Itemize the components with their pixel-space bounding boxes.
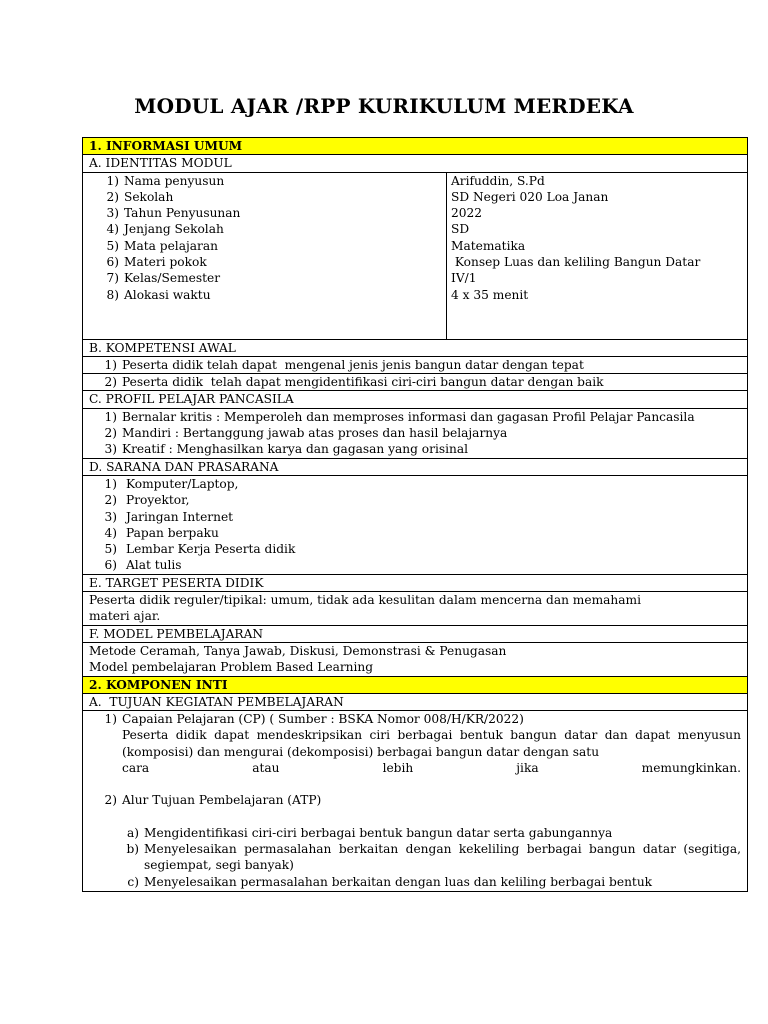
identitas-row: 4) Jenjang Sekolah: [106, 222, 224, 237]
list-item: 3) Kreatif : Menghasilkan karya dan gagasan yang orisinal: [104, 442, 469, 457]
list-item: c) Menyelesaikan permasalahan berkaitan dengan luas dan keliling berbagai bentuk: [127, 874, 653, 889]
identitas-row: 7) Kelas/Semester: [106, 271, 221, 286]
list-item: 1) Komputer/Laptop,: [104, 476, 239, 491]
target-text: materi ajar.: [89, 609, 161, 624]
target-text: Peserta didik reguler/tipikal: umum, tidak ada kesulitan dalam mencerna dan memahami: [89, 593, 641, 608]
atp-list: [95, 825, 741, 890]
list-item: 3) Jaringan Internet: [104, 509, 234, 524]
atp-item: 2) Alur Tujuan Pembelajaran (ATP): [95, 792, 741, 808]
list-item: 1) Peserta didik telah dapat mengenal jenis jenis bangun datar dengan tepat: [104, 357, 584, 372]
identitas-row: 3) Tahun Penyusunan: [106, 206, 241, 221]
rpp-table: [82, 137, 748, 892]
list-item: a) Mengidentifikasi ciri-ciri berbagai bentuk bangun datar serta gabungannya: [126, 825, 613, 840]
list-item: 5) Lembar Kerja Peserta didik: [104, 542, 296, 557]
atp-title: Alur Tujuan Pembelajaran (ATP): [122, 793, 322, 808]
profil-heading: C. PROFIL PELAJAR PANCASILA: [82, 390, 748, 407]
kompetensi-heading: B. KOMPETENSI AWAL: [82, 339, 748, 356]
list-item: 2) Proyektor,: [104, 493, 190, 508]
identitas-value: Matematika: [451, 238, 526, 253]
cp-item: 1) Capaian Pelajaran (CP) ( Sumber : BSKA Nomor 008/H/KR/2022) Peserta didik dapat mendeskripsikan ciri berbagai bentuk bangun datar dan dapat menyusun (komposisi) dan mengurai (dekomposisi) berbagai bangun datar dengan satu cara atau lebih jika memungkinkan.: [104, 712, 741, 776]
identitas-values: [447, 173, 747, 339]
list-item: 2) Mandiri : Bertanggung jawab atas proses dan hasil belajarnya: [104, 426, 508, 441]
identitas-heading: A. IDENTITAS MODUL: [82, 154, 748, 171]
cp-text: Peserta didik dapat mendeskripsikan ciri berbagai bentuk bangun datar dan dapat menyusun (komposisi) dan mengurai (dekomposisi) berbagai bangun datar dengan satu: [122, 728, 741, 759]
identitas-value: Konsep Luas dan keliling Bangun Datar: [451, 255, 701, 270]
identitas-row: 2) Sekolah: [106, 189, 174, 204]
identitas-row: 5) Mata pelajaran: [106, 238, 218, 253]
list-item: b) Menyelesaikan permasalahan berkaitan dengan kekeliling berbagai bangun datar (segitiga, segiempat, segi banyak): [126, 841, 741, 873]
cp-title: Capaian Pelajaran (CP) ( Sumber : BSKA Nomor 008/H/KR/2022): [122, 712, 524, 727]
identitas-value: 4 x 35 menit: [451, 287, 529, 302]
kompetensi-list: [82, 373, 748, 390]
kompetensi-list: [82, 356, 748, 373]
section-2-heading: 2. KOMPONEN INTI: [82, 676, 748, 693]
identitas-table: [82, 172, 748, 339]
identitas-value: SD Negeri 020 Loa Janan: [451, 189, 609, 204]
cp-text-last: cara atau lebih jika memungkinkan.: [122, 761, 741, 776]
profil-list: [82, 408, 748, 458]
list-item: 6) Alat tulis: [104, 558, 182, 573]
target-body: [82, 591, 748, 625]
identitas-value: 2022: [451, 206, 483, 221]
identitas-row: 1) Nama penyusun: [106, 173, 225, 188]
identitas-value: Arifuddin, S.Pd: [451, 173, 545, 188]
document-title: MODUL AJAR /RPP KURIKULUM MERDEKA: [134, 94, 634, 118]
tujuan-heading: A. TUJUAN KEGIATAN PEMBELAJARAN: [82, 693, 748, 710]
tujuan-body: [82, 710, 748, 892]
identitas-value: SD: [451, 222, 470, 237]
list-item: 4) Papan berpaku: [104, 525, 219, 540]
target-heading: E. TARGET PESERTA DIDIK: [82, 574, 748, 591]
list-item: 2) Peserta didik telah dapat mengidentifikasi ciri-ciri bangun datar dengan baik: [104, 375, 604, 390]
identitas-row: 8) Alokasi waktu: [106, 287, 211, 302]
identitas-labels: [83, 173, 447, 339]
model-text: Model pembelajaran Problem Based Learning: [89, 660, 374, 675]
identitas-row: 6) Materi pokok: [106, 255, 207, 270]
model-text: Metode Ceramah, Tanya Jawab, Diskusi, Demonstrasi & Penugasan: [89, 643, 507, 658]
list-item: 1) Bernalar kritis : Memperoleh dan memproses informasi dan gagasan Profil Pelajar Pancasila: [104, 409, 695, 424]
sarana-list: [82, 475, 748, 574]
model-body: [82, 642, 748, 676]
identitas-value: IV/1: [451, 271, 477, 286]
model-heading: F. MODEL PEMBELAJARAN: [82, 625, 748, 642]
section-1-heading: 1. INFORMASI UMUM: [82, 137, 748, 154]
sarana-heading: D. SARANA DAN PRASARANA: [82, 458, 748, 475]
